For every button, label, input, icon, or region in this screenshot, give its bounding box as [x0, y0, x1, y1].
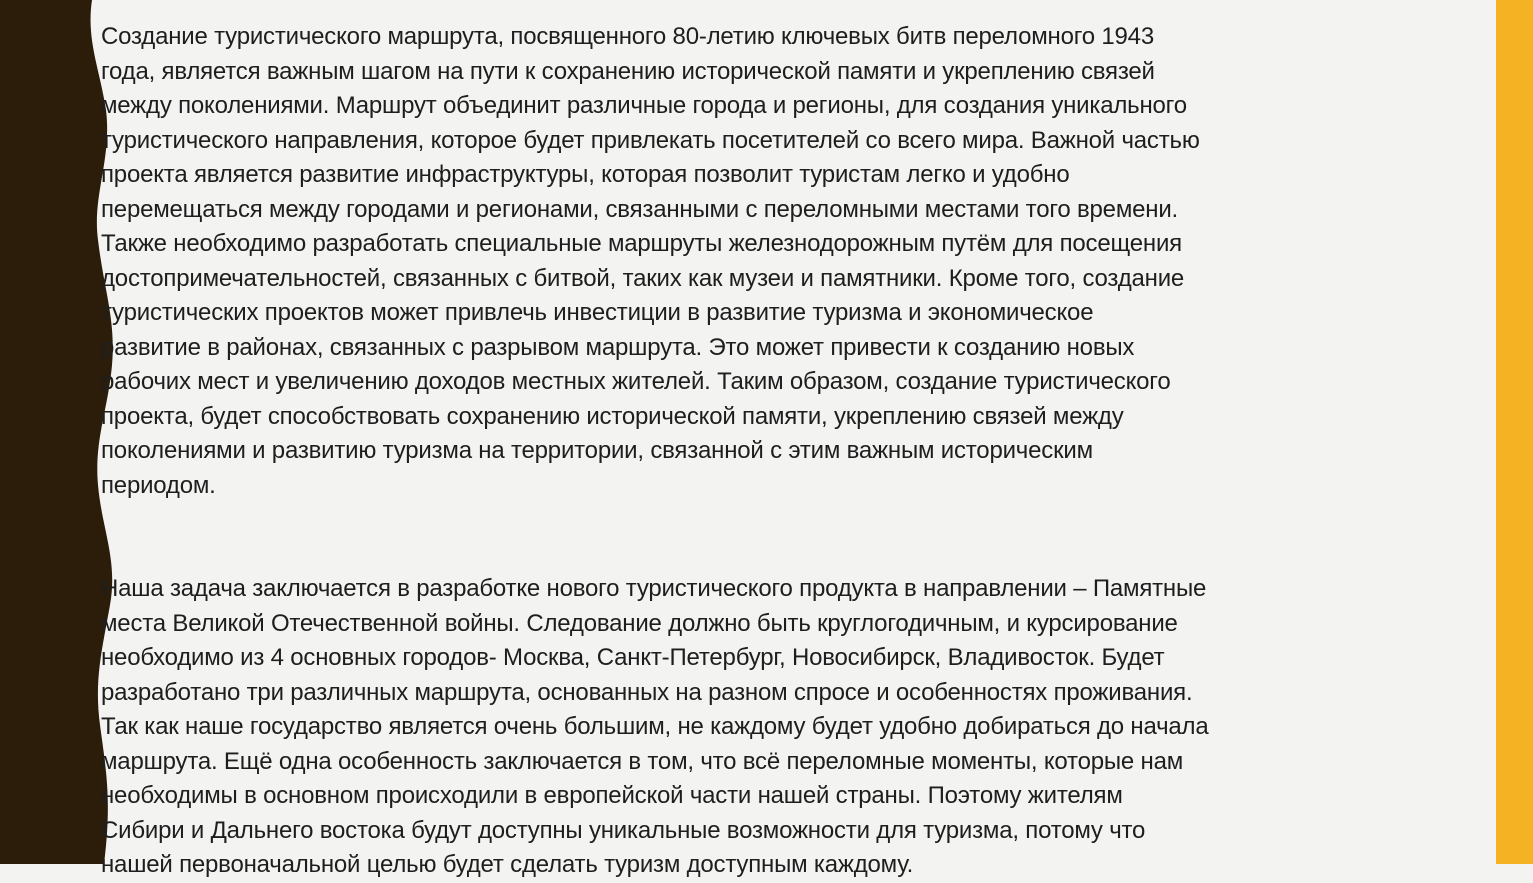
paragraph-route-creation: Создание туристического маршрута, посвященного 80-летию ключевых битв переломного 1943 года, является важным шагом на пути к сохранению исторической памяти и укреплению связей между поколениями. Маршрут объединит различные города и регионы, для создания уникального туристического направления, которое будет привлекать посетителей со всего мира. Важной частью проекта является развитие инфраструктуры, которая позволит туристам легко и удобно перемещаться между городами и регионами, связанными с переломными местами того времени. Также необходимо разработать специальные маршруты железнодорожным путём для посещения достопримечательностей, связанных с битвой, таких как музеи и памятники. Кроме того, создание туристических проектов может привлечь инвестиции в развитие туризма и экономическое развитие в районах, связанных с разрывом маршрута. Это может привести к созданию новых рабочих мест и увеличению доходов местных жителей. Таким образом, создание туристического проекта, будет способствовать сохранению исторической памяти, укреплению связей между поколениями и развитию туризма на территории, связанной с этим важным историческим периодом.: [101, 23, 1200, 499]
slide-text-body: [101, 20, 1361, 883]
right-accent-band: [1496, 0, 1533, 864]
paragraph-our-task: Наша задача заключается в разработке нового туристического продукта в направлении – Памятные места Великой Отечественной войны. Следование должно быть круглогодичным, и курсирование необходимо из 4 основных городов- Москва, Санкт-Петербург, Новосибирск, Владивосток. Будет разработано три различных маршрута, основанных на разном спросе и особенностях проживания. Так как наше государство является очень большим, не каждому будет удобно добираться до начала маршрута. Ещё одна особенность заключается в том, что всё переломные моменты, которые нам необходимы в основном происходили в европейской части нашей страны. Поэтому жителям Сибири и Дальнего востока будут доступны уникальные возможности для туризма, потому что нашей первоначальной целью будет сделать туризм доступным каждому.: [101, 575, 1209, 878]
wave-shape: [0, 0, 113, 864]
right-band-gap: [1488, 0, 1496, 864]
